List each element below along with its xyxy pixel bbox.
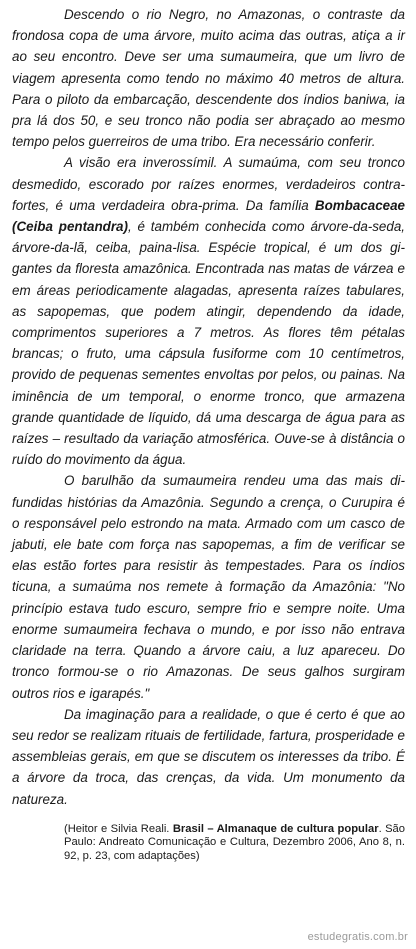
citation-title: Brasil – Almanaque de cultura popular [172, 822, 379, 835]
paragraph-1 [12, 4, 405, 152]
citation-authors: (Heitor e Silvia Reali. [64, 822, 173, 835]
paragraph-2 [12, 152, 405, 470]
paragraph-1-text: Descendo o rio Negro, no Amazonas, o contraste da frondosa copa de uma árvore, muito acima das outras, atiça a ir ao seu encontro. Deve ser uma sumaumeira, que um livro de viagem apresenta como tendo no máximo 40 metros de altura. Para o piloto da embarcação, descendente dos índios baniwa, ia pra lá dos 50, e seu tronco não podia ser abraçado ao mesmo tempo pelos guerreiros de uma tribo. Era necessário conferir. [12, 7, 405, 150]
paragraph-4-text: Da imaginação para a realidade, o que é certo é que ao seu redor se realizam rituais de fertilidade, fartura, prosperidade e assembleias gerais, em que se discutem os interesses da tribo. É a árvore da troca, das crenças, da vida. Um monumento da natureza. [12, 706, 405, 807]
paragraph-2-text-a: A visão era inverossímil. A sumaúma, com seu tronco desmedido, escorado por raízes enormes, verdadeiros contrafortes, é uma verdadeira obra-prima. Da família [12, 155, 405, 213]
site-watermark: estudegratis.com.br [307, 931, 408, 943]
paragraph-4 [12, 704, 405, 810]
scientific-name: Bombacaceae (Ceiba pentandra) [12, 197, 405, 235]
citation-details: . São Paulo: Andreato Comunicação e Cultura, Dezembro 2006, Ano 8, n. 92, p. 23, com adaptações) [64, 822, 406, 862]
paragraph-3 [12, 470, 405, 703]
paragraph-3-text: O barulhão da sumaumeira rendeu uma das mais difundidas histórias da Amazônia. Segundo a crença, o Curupira é o responsável pelo estrondo na mata. Armado com um casco de jabuti, ele bate com força nas sapopemas, a fim de verificar se elas estão fortes para resistir às tempestades. Para os índios ticuna, a sumaúma nos remete à formação da Amazônia: "No princípio estava tudo escuro, sempre frio e sempre noite. Uma enorme sumaumeira fechava o mundo, e por isso não entrava claridade na terra. Quando a árvore caiu, a luz apareceu. Do tronco formou-se o rio Amazonas. De seus galhos surgiram outros rios e igarapés." [12, 473, 405, 701]
source-citation [64, 823, 405, 864]
paragraph-2-text-b: , é também conhecida como árvore-da-seda, árvore-da-lã, ceiba, paina-lisa. Espécie tropical, é um dos gigantes da floresta amazônica. Encontrada nas matas de várzea e em áreas periodicamente alagadas, apresenta raízes tabulares, as sapopemas, que podem atingir, dependendo da idade, comprimentos superiores a 7 metros. As flores têm pétalas brancas; o fruto, uma cápsula fusiforme com 10 centímetros, provido de pequenas sementes envoltas por pelos, ou painas. Na iminência de um temporal, o enorme tronco, que armazena grande quantidade de líquido, dá uma descarga de água para as raízes – resultado da variação atmosférica. Ouve-se à distância o ruído do movimento da água. [12, 219, 405, 468]
